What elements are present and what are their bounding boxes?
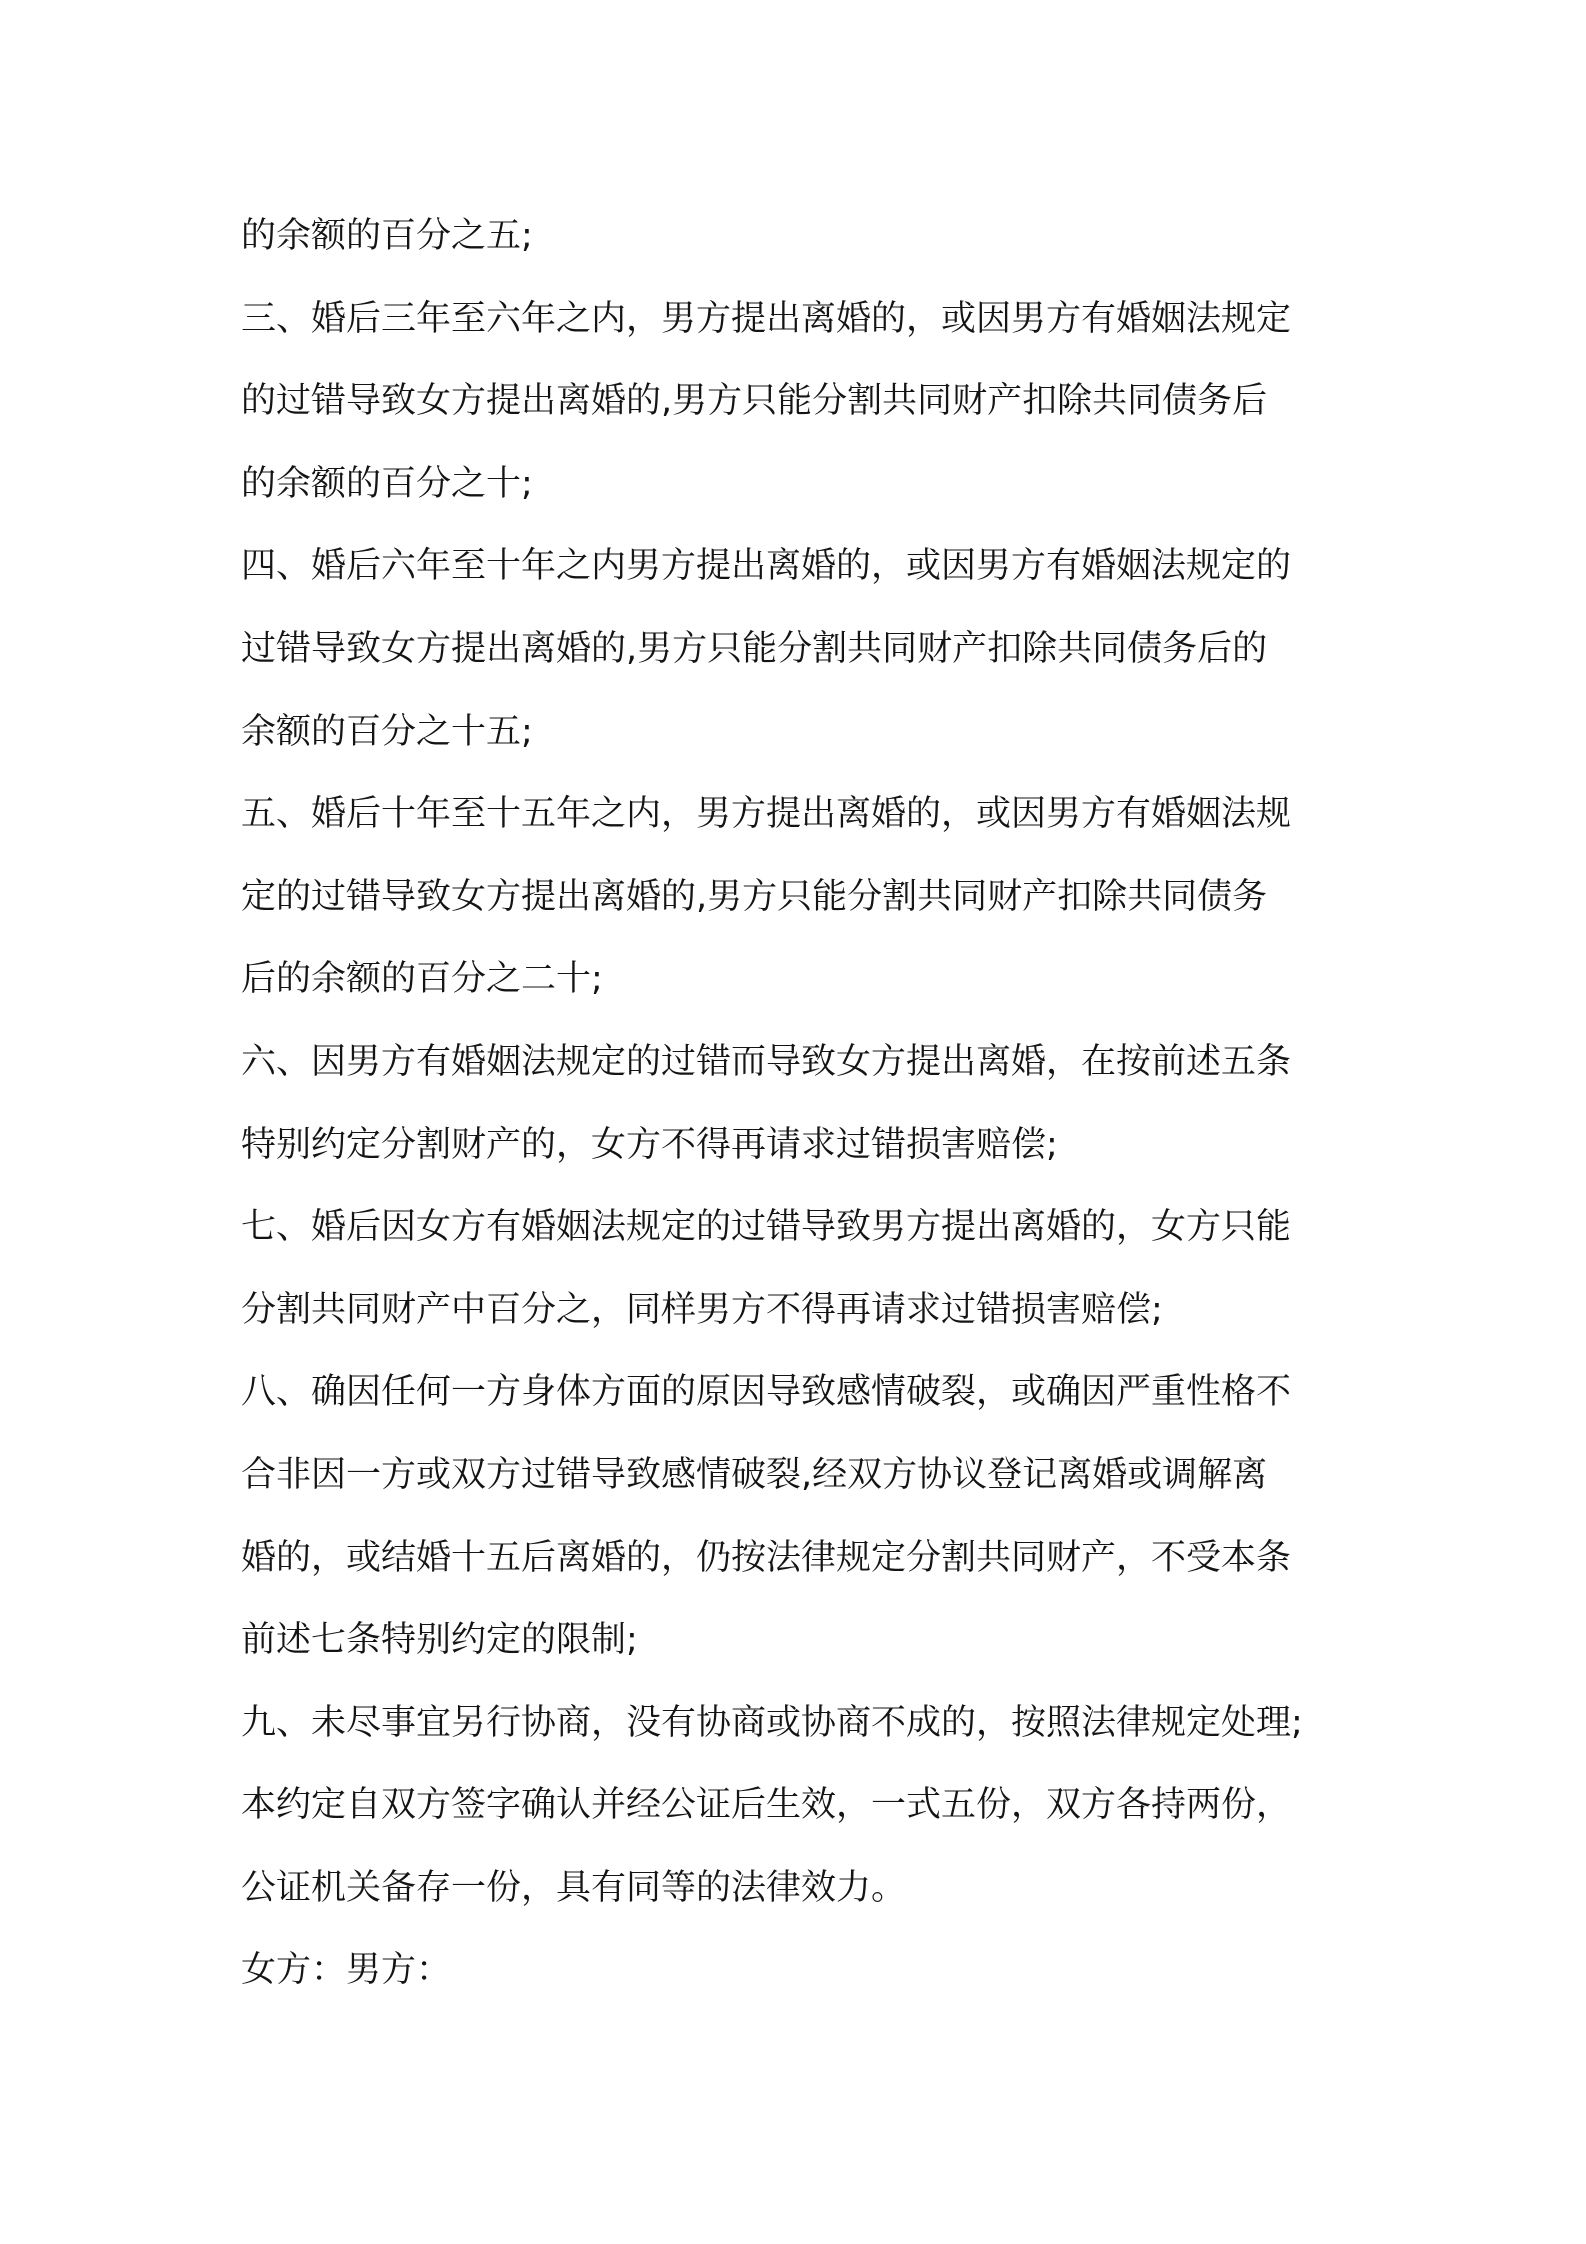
clause-4-line-1: 四、婚后六年至十年之内男方提出离婚的，或因男方有婚姻法规定的 bbox=[241, 546, 1292, 587]
clause-4-line-2: 过错导致女方提出离婚的,男方只能分割共同财产扣除共同债务后的 bbox=[241, 628, 1268, 669]
clause-8-line-2: 合非因一方或双方过错导致感情破裂,经双方协议登记离婚或调解离 bbox=[241, 1454, 1268, 1495]
text-line: 的余额的百分之五; bbox=[241, 216, 533, 256]
effectiveness-line-1: 本约定自双方签字确认并经公证后生效，一式五份，双方各持两份， bbox=[241, 1785, 1292, 1826]
clause-8-line-1: 八、确因任何一方身体方面的原因导致感情破裂，或确因严重性格不 bbox=[241, 1372, 1292, 1413]
clause-4-line-3: 余额的百分之十五; bbox=[241, 711, 533, 752]
signature-line: 女方：男方： bbox=[241, 1950, 452, 1991]
clause-3-line-1: 三、婚后三年至六年之内，男方提出离婚的，或因男方有婚姻法规定 bbox=[241, 298, 1292, 339]
clause-5-line-1: 五、婚后十年至十五年之内，男方提出离婚的，或因男方有婚姻法规 bbox=[241, 794, 1292, 835]
clause-7-line-1: 七、婚后因女方有婚姻法规定的过错导致男方提出离婚的，女方只能 bbox=[241, 1207, 1292, 1248]
clause-8-line-3: 婚的，或结婚十五后离婚的，仍按法律规定分割共同财产，不受本条 bbox=[241, 1537, 1292, 1578]
clause-6-line-1: 六、因男方有婚姻法规定的过错而导致女方提出离婚，在按前述五条 bbox=[241, 1041, 1292, 1082]
agreement-text bbox=[241, 195, 1361, 2012]
effectiveness-line-2: 公证机关备存一份，具有同等的法律效力。 bbox=[241, 1867, 907, 1908]
clause-7-line-2: 分割共同财产中百分之，同样男方不得再请求过错损害赔偿; bbox=[241, 1289, 1163, 1330]
clause-3-line-3: 的余额的百分之十; bbox=[241, 463, 533, 504]
clause-9-line-1: 九、未尽事宜另行协商，没有协商或协商不成的，按照法律规定处理; bbox=[241, 1702, 1303, 1743]
clause-5-line-2: 定的过错导致女方提出离婚的,男方只能分割共同财产扣除共同债务 bbox=[241, 876, 1268, 917]
clause-8-line-4: 前述七条特别约定的限制; bbox=[241, 1620, 638, 1661]
clause-6-line-2: 特别约定分割财产的，女方不得再请求过错损害赔偿; bbox=[241, 1124, 1058, 1165]
clause-5-line-3: 后的余额的百分之二十; bbox=[241, 959, 603, 1000]
clause-3-line-2: 的过错导致女方提出离婚的,男方只能分割共同财产扣除共同债务后 bbox=[241, 381, 1268, 422]
